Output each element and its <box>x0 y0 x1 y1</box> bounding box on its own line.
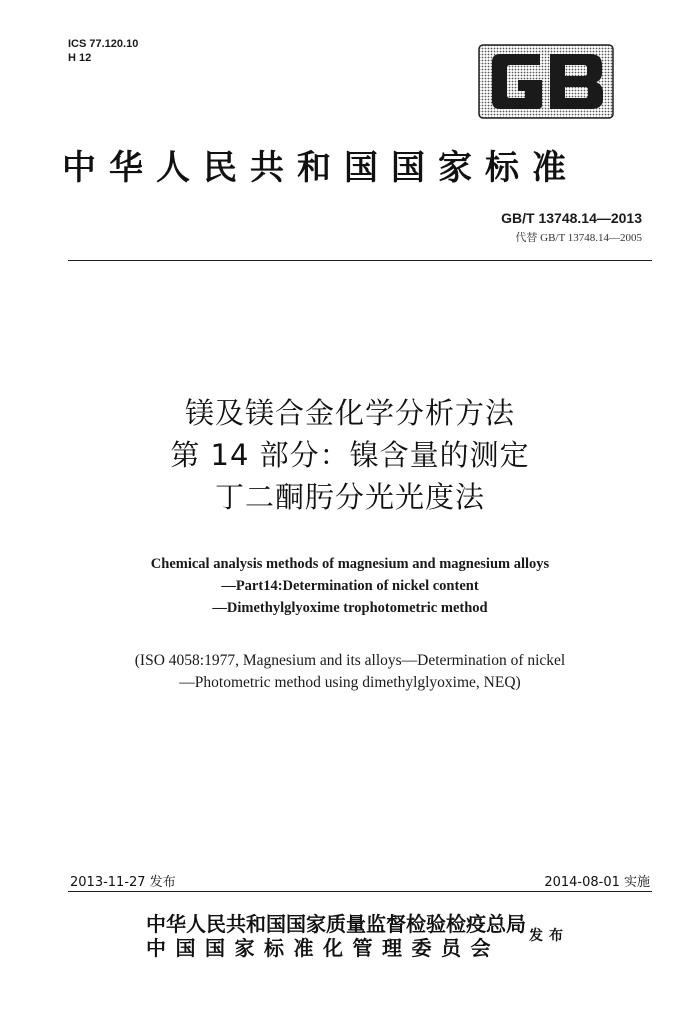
bottom-divider <box>68 891 652 892</box>
ccs-code: H 12 <box>68 52 92 64</box>
replaces-standard: 代替 GB/T 13748.14—2005 <box>515 232 642 244</box>
issuer-line-2: 中国国家标准化管理委员会 <box>146 936 500 960</box>
chinese-title <box>0 392 700 518</box>
issue-date: 2013-11-27 发布 <box>70 875 176 890</box>
issuer-line-1: 中华人民共和国国家质量监督检验检疫总局 <box>146 912 526 936</box>
publish-label: 发布 <box>529 928 569 944</box>
standard-number: GB/T 13748.14—2013 <box>501 210 642 226</box>
english-title <box>0 553 700 619</box>
top-divider <box>68 260 652 261</box>
english-title-line-1: Chemical analysis methods of magnesium and magnesium alloys <box>150 556 550 572</box>
ics-code: ICS 77.120.10 <box>68 38 139 50</box>
english-title-line-3: —Dimethylglyoxime trophotometric method <box>212 600 488 616</box>
english-title-line-2: —Part14:Determination of nickel content <box>221 578 479 594</box>
chinese-title-line-1: 镁及镁合金化学分析方法 <box>184 396 515 430</box>
chinese-title-line-2: 第 14 部分：镍含量的测定 <box>170 438 530 472</box>
iso-reference-line-1: (ISO 4058:1977, Magnesium and its alloys—Determination of nickel <box>134 652 566 669</box>
chinese-title-line-3: 丁二酮肟分光光度法 <box>214 480 485 514</box>
implementation-date: 2014-08-01 实施 <box>544 875 650 890</box>
national-standard-title: 中华人民共和国国家标准 <box>62 148 579 188</box>
classification-codes <box>68 37 138 65</box>
iso-reference-line-2: —Photometric method using dimethylglyoxime, NEQ) <box>179 674 521 691</box>
iso-reference <box>0 650 700 694</box>
issuing-authorities <box>146 912 526 960</box>
gb-logo <box>478 44 614 119</box>
